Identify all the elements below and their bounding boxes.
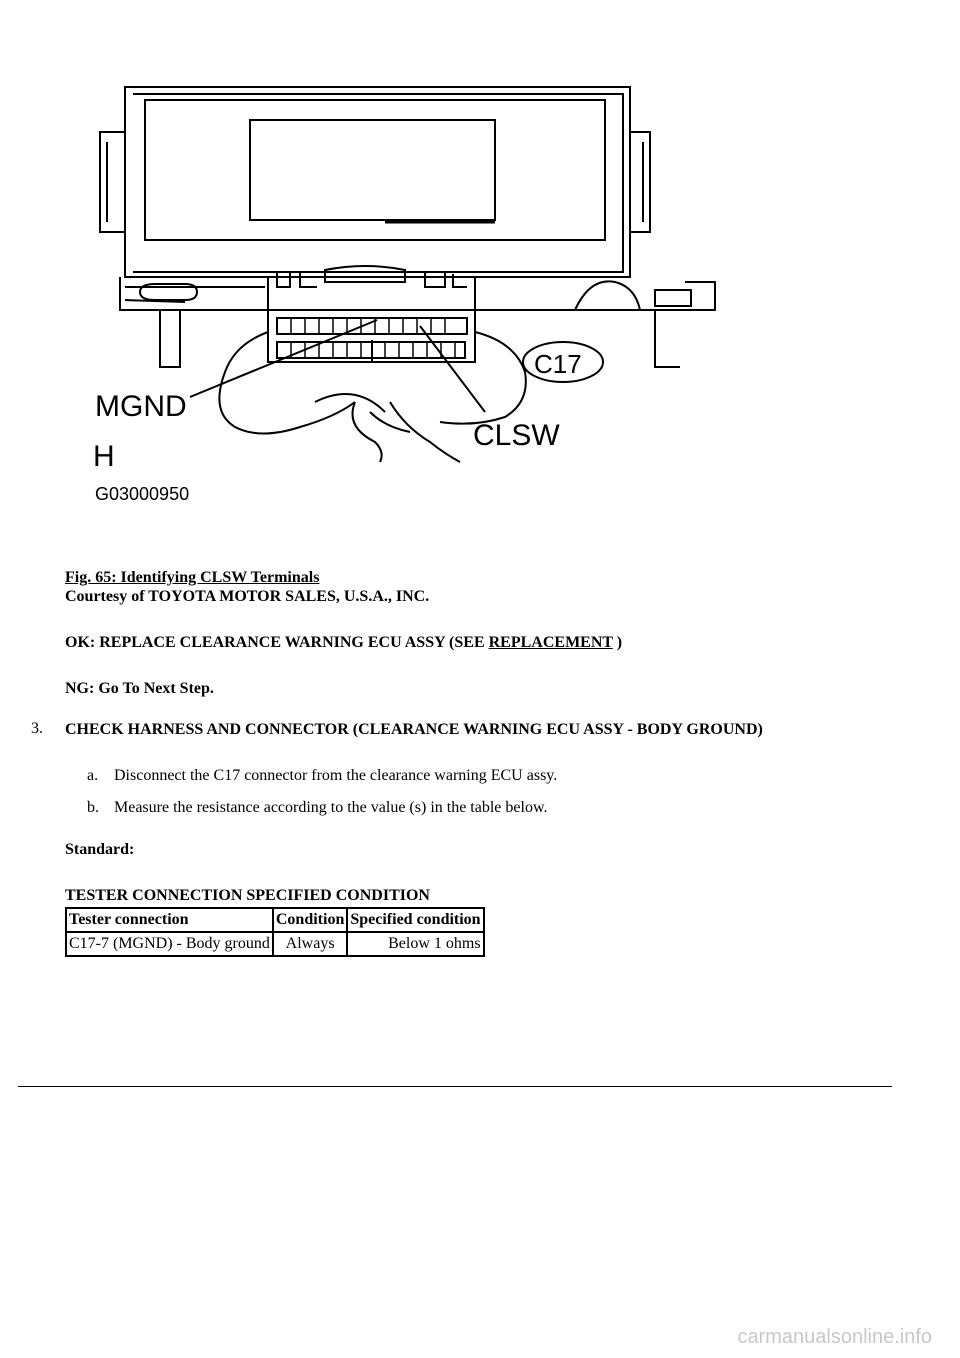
substep-label: b. [87,799,99,816]
header-tester-connection: Tester connection [66,908,273,932]
table-row [66,932,484,956]
page-divider [18,1086,892,1087]
view-letter: H [93,440,115,473]
figure-code: G03000950 [95,484,190,504]
ok-close: ) [616,634,623,651]
figure-caption [65,568,319,587]
table-title: TESTER CONNECTION SPECIFIED CONDITION [65,887,430,904]
figure-title-link[interactable]: Fig. 65: Identifying CLSW Terminals [65,569,320,586]
ok-result [65,633,622,652]
cell-condition: Always [273,932,347,956]
spec-table [65,907,485,957]
standard-label: Standard: [65,841,135,858]
figure-courtesy: Courtesy of TOYOTA MOTOR SALES, U.S.A., INC. [65,588,430,605]
header-specified-condition: Specified condition [347,908,483,932]
substep-b [87,799,547,817]
connector-figure [85,82,725,512]
substep-label: a. [87,767,99,784]
step-number: 3. [31,720,43,737]
ng-result: NG: Go To Next Step. [65,680,214,697]
step-title: CHECK HARNESS AND CONNECTOR (CLEARANCE WARNING ECU ASSY - BODY GROUND) [65,721,763,738]
clsw-callout: CLSW [473,419,560,452]
cell-tester-connection: C17-7 (MGND) - Body ground [66,932,273,956]
ecu-connector-diagram [85,82,725,512]
substep-a [87,767,557,785]
replacement-link[interactable]: REPLACEMENT [488,634,613,651]
mgnd-callout: MGND [95,390,187,423]
footer-watermark: carmanualsonline.info [737,1326,932,1348]
substep-text: Measure the resistance according to the value (s) in the table below. [114,799,548,816]
substep-text: Disconnect the C17 connector from the clearance warning ECU assy. [114,767,558,784]
table-header-row [66,908,484,932]
header-condition: Condition [273,908,347,932]
c17-callout: C17 [534,349,582,379]
ok-text: OK: REPLACE CLEARANCE WARNING ECU ASSY (SEE [65,634,485,651]
cell-specified-condition: Below 1 ohms [347,932,483,956]
